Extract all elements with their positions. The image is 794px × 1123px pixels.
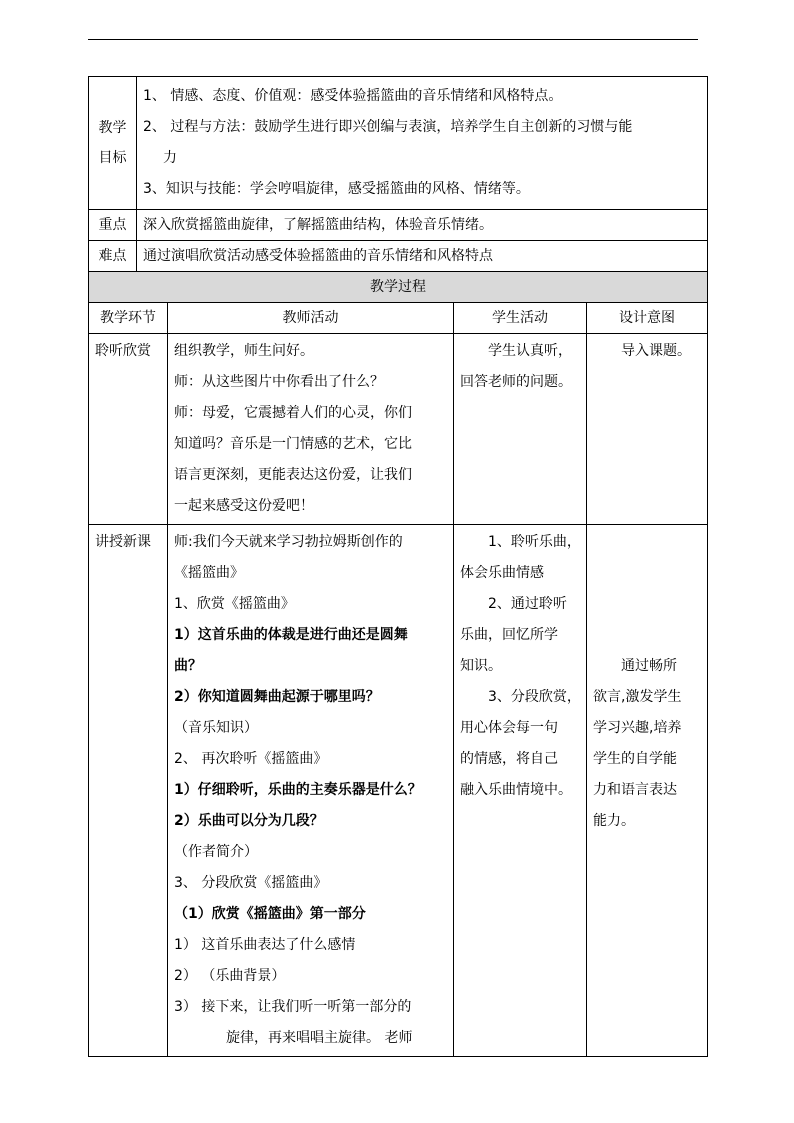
teacher-line: 3） 接下来，让我们听一听第一部分的: [174, 999, 412, 1015]
intent-cell: [587, 525, 708, 1057]
table-row: [89, 334, 708, 525]
lesson-plan-table: [88, 76, 708, 1057]
intent-line: 学生的自学能: [593, 751, 677, 767]
process-title: 教学过程: [89, 272, 708, 303]
objectives-label-text: 教学目标: [98, 120, 127, 166]
key-point-row: [89, 210, 708, 241]
objective-item: 力: [163, 150, 177, 166]
stage-label: 聆听欣赏: [95, 343, 151, 359]
col-header-teacher: 教师活动: [168, 303, 454, 334]
student-line: 用心体会每一句: [460, 720, 558, 736]
student-activity-cell: [454, 525, 587, 1057]
process-title-row: [89, 272, 708, 303]
teacher-line: （1）欣赏《摇篮曲》第一部分: [174, 906, 366, 922]
key-point-text: 深入欣赏摇篮曲旋律，了解摇篮曲结构，体验音乐情绪。: [137, 210, 708, 241]
student-line: 知识。: [460, 658, 502, 674]
objectives-cell: [137, 77, 708, 210]
teacher-line: 师：从这些图片中你看出了什么？: [174, 374, 384, 390]
col-header-intent: 设计意图: [587, 303, 708, 334]
difficulty-row: [89, 241, 708, 272]
teacher-line: 曲？: [174, 658, 202, 674]
stage-cell: [89, 334, 168, 525]
teacher-line: 1）仔细聆听，乐曲的主奏乐器是什么？: [174, 782, 422, 798]
student-line: 3、分段欣赏，: [488, 689, 581, 705]
teacher-line: 师：母爱，它震撼着人们的心灵，你们: [174, 405, 412, 421]
student-line: 1、聆听乐曲，: [488, 534, 581, 550]
objective-item: 1、 情感、态度、价值观：感受体验摇篮曲的音乐情绪和风格特点。: [143, 88, 563, 104]
intent-line: 通过畅所: [621, 658, 677, 674]
intent-line: 学习兴趣,培养: [593, 720, 682, 736]
teacher-line: 3、 分段欣赏《摇篮曲》: [174, 875, 328, 891]
teacher-line: （作者简介）: [174, 844, 258, 860]
teacher-line: 师:我们今天就来学习勃拉姆斯创作的: [174, 534, 403, 550]
stage-label: 讲授新课: [95, 534, 151, 550]
teacher-line: 1）这首乐曲的体裁是进行曲还是圆舞: [174, 627, 408, 643]
student-line: 回答老师的问题。: [460, 374, 572, 390]
teacher-line: 组织教学，师生问好。: [174, 343, 314, 359]
student-line: 乐曲，回忆所学: [460, 627, 558, 643]
difficulty-text: 通过演唱欣赏活动感受体验摇篮曲的音乐情绪和风格特点: [137, 241, 708, 272]
column-header-row: [89, 303, 708, 334]
teacher-line: 2）你知道圆舞曲起源于哪里吗？: [174, 689, 380, 705]
teacher-line: 语言更深刻，更能表达这份爱，让我们: [174, 467, 412, 483]
teacher-line: 1） 这首乐曲表达了什么感情: [174, 937, 356, 953]
student-line: 2、通过聆听: [488, 596, 567, 612]
teacher-line: 《摇篮曲》: [174, 565, 244, 581]
objectives-row: [89, 77, 708, 210]
col-header-stage: 教学环节: [89, 303, 168, 334]
intent-line: 力和语言表达: [593, 782, 677, 798]
teacher-line: 2、 再次聆听《摇篮曲》: [174, 751, 328, 767]
stage-cell: [89, 525, 168, 1057]
objective-item: 3、知识与技能：学会哼唱旋律，感受摇篮曲的风格、情绪等。: [143, 181, 530, 197]
student-activity-cell: [454, 334, 587, 525]
header-rule: [88, 39, 698, 40]
intent-line: 欲言,激发学生: [593, 689, 682, 705]
teacher-line: （音乐知识）: [174, 720, 258, 736]
intent-cell: [587, 334, 708, 525]
student-line: 融入乐曲情境中。: [460, 782, 572, 798]
teacher-line: 1、欣赏《摇篮曲》: [174, 596, 295, 612]
teacher-activity-cell: [168, 334, 454, 525]
teacher-line: 知道吗？音乐是一门情感的艺术，它比: [174, 436, 412, 452]
student-line: 的情感，将自己: [460, 751, 558, 767]
difficulty-label: 难点: [89, 241, 137, 272]
objective-item: 2、 过程与方法：鼓励学生进行即兴创编与表演，培养学生自主创新的习惯与能: [143, 119, 633, 135]
teacher-activity-cell: [168, 525, 454, 1057]
teacher-line: 2） （乐曲背景）: [174, 968, 286, 984]
teacher-line: 旋律，再来唱唱主旋律。 老师: [226, 1030, 413, 1046]
objectives-label: [89, 77, 137, 210]
intent-line: 能力。: [593, 813, 635, 829]
key-point-label: 重点: [89, 210, 137, 241]
table-row: [89, 525, 708, 1057]
student-line: 体会乐曲情感: [460, 565, 544, 581]
teacher-line: 一起来感受这份爱吧！: [174, 498, 314, 514]
student-line: 学生认真听，: [488, 343, 572, 359]
col-header-student: 学生活动: [454, 303, 587, 334]
teacher-line: 2）乐曲可以分为几段？: [174, 813, 324, 829]
intent-line: 导入课题。: [621, 343, 691, 359]
